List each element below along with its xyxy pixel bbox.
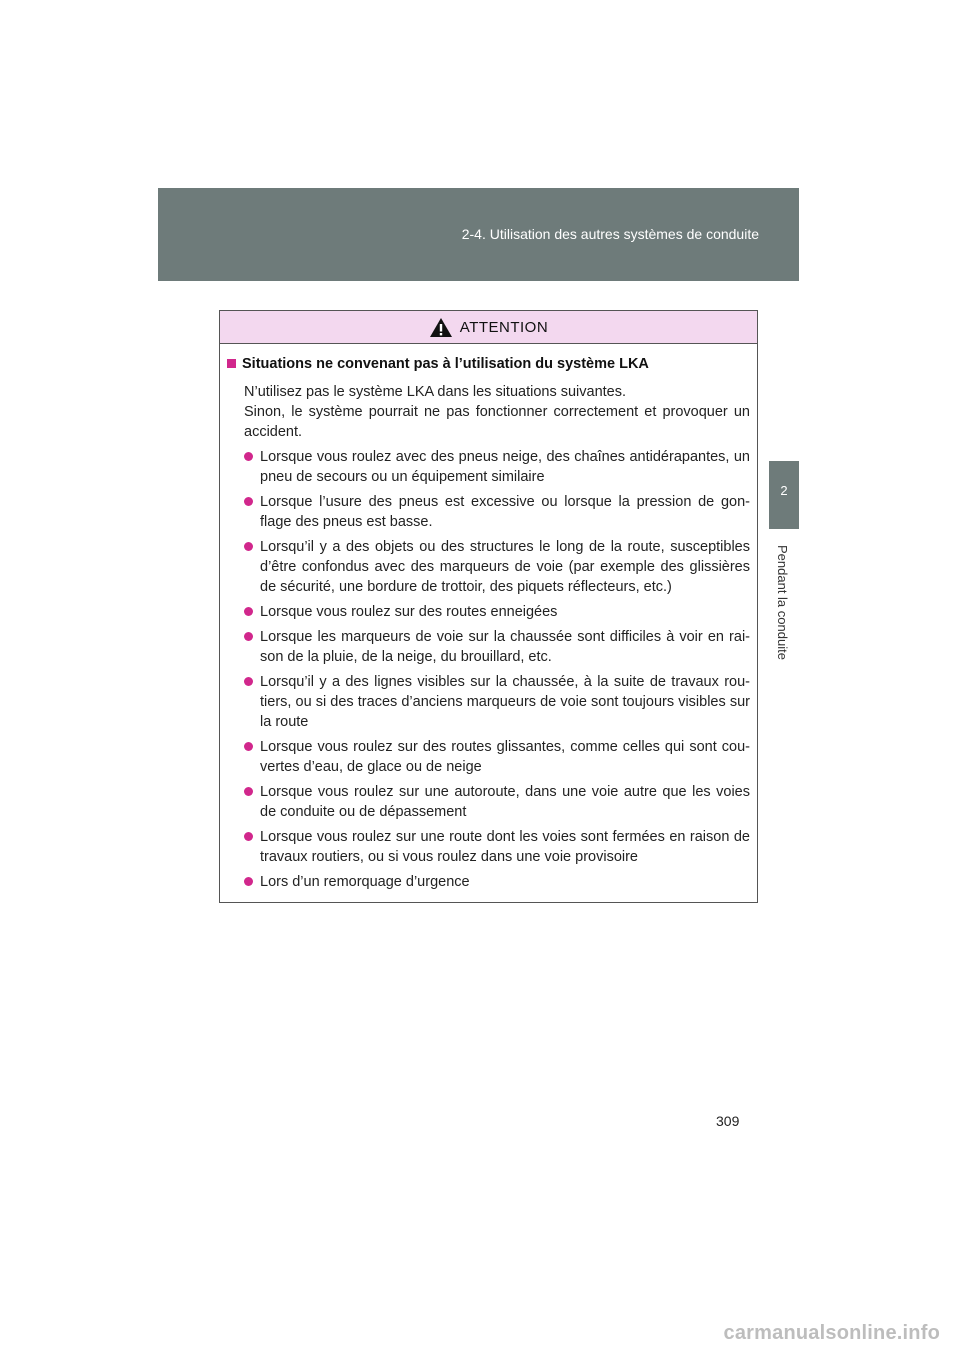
bullet-dot-icon [244,632,253,641]
list-item-text: Lorsque les marqueurs de voie sur la chaussée sont difficiles à voir en rai-son de la pluie, de la neige, du brouillard, etc. [260,629,750,665]
warning-body [220,344,757,892]
warning-box [219,310,758,903]
bullet-dot-icon [244,787,253,796]
header-band [158,188,799,281]
list-item-text: Lorsque l’usure des pneus est excessive ou lorsque la pression de gon-flage des pneus est basse. [260,494,750,530]
chapter-tab [769,461,799,529]
intro-line-2: Sinon, le système pourrait ne pas fonctionner correctement et provoquer un accident. [244,404,750,440]
bullet-dot-icon [244,677,253,686]
warning-subheading [227,354,750,374]
bullet-dot-icon [244,497,253,506]
list-item [227,782,750,822]
square-bullet-icon [227,359,236,368]
list-item [227,627,750,667]
intro-line-1: N’utilisez pas le système LKA dans les situations suivantes. [244,384,627,400]
list-item [227,872,750,892]
list-item-text: Lorsqu’il y a des objets ou des structures le long de la route, susceptibles d’être confondus avec des marqueurs de voie (par exemple des glissières de sécurité, une bordure de trottoir, des piquets réflecteurs, etc.) [260,539,750,595]
warning-triangle-icon [429,317,453,338]
list-item [227,447,750,487]
list-item-text: Lors d’un remorquage d’urgence [260,874,470,890]
list-item [227,737,750,777]
list-item [227,827,750,867]
list-item-text: Lorsque vous roulez sur une route dont les voies sont fermées en raison de travaux routiers, ou si vous roulez dans une voie provisoire [260,829,750,865]
bullet-dot-icon [244,542,253,551]
chapter-title: Pendant la conduite [775,545,790,660]
intro-text [227,382,750,442]
bullet-dot-icon [244,742,253,751]
list-item-text: Lorsque vous roulez sur des routes glissantes, comme celles qui sont cou-vertes d’eau, de glace ou de neige [260,739,750,775]
section-title: 2-4. Utilisation des autres systèmes de conduite [461,226,759,242]
bullet-dot-icon [244,607,253,616]
watermark[interactable]: carmanualsonline.info [723,1322,940,1344]
list-item-text: Lorsque vous roulez avec des pneus neige, des chaînes antidérapantes, un pneu de secours ou un équipement similaire [260,449,750,485]
list-item-text: Lorsque vous roulez sur une autoroute, dans une voie autre que les voies de conduite ou de dépassement [260,784,750,820]
list-item-text: Lorsque vous roulez sur des routes enneigées [260,604,558,620]
page-number: 309 [716,1113,740,1129]
list-item-text: Lorsqu’il y a des lignes visibles sur la chaussée, à la suite de travaux rou-tiers, ou si des traces d’anciens marqueurs de voie sont toujours visibles sur la route [260,674,750,730]
list-item [227,672,750,732]
subheading-text: Situations ne convenant pas à l’utilisation du système LKA [242,356,649,372]
list-item [227,492,750,532]
bullet-dot-icon [244,452,253,461]
warning-title: ATTENTION [459,318,549,336]
bullet-dot-icon [244,877,253,886]
list-item [227,602,750,622]
bullet-dot-icon [244,832,253,841]
warning-header [220,311,757,344]
chapter-number: 2 [780,483,788,498]
list-item [227,537,750,597]
